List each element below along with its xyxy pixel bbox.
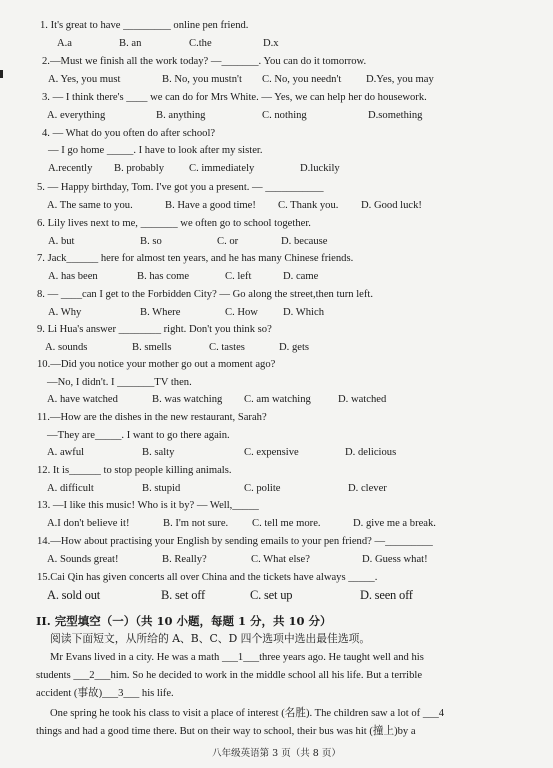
option-a: A. have watched	[47, 394, 118, 405]
option-c: C. tell me more.	[252, 518, 321, 529]
option-a: A. Sounds great!	[47, 554, 119, 565]
question-stem: 2.—Must we finish all the work today? —_______. You can do it tomorrow.	[42, 56, 367, 67]
option-c: C. immediately	[189, 163, 255, 174]
page-footer: 八年级英语第 3 页（共 8 页）	[212, 748, 341, 759]
question-stem: 15.Cai Qin has given concerts all over China and the tickets have always _____.	[37, 572, 378, 583]
option-b: B. I'm not sure.	[163, 518, 229, 529]
option-c: C. expensive	[244, 447, 299, 458]
option-a: A. everything	[47, 110, 106, 121]
option-d: D. came	[283, 271, 319, 282]
option-a: A. Why	[48, 307, 82, 318]
question-stem: 4. — What do you often do after school?	[42, 128, 216, 139]
option-d: D.Yes, you may	[366, 74, 434, 85]
option-b: B. was watching	[152, 394, 223, 405]
option-b: B. Really?	[162, 554, 207, 565]
question-stem: 6. Lily lives next to me, _______ we often go to school together.	[37, 218, 311, 229]
question-stem-line2: —No, I didn't. I _______TV then.	[47, 377, 192, 388]
question-stem: 1. It's great to have _________ online pen friend.	[40, 20, 249, 31]
option-a: A.I don't believe it!	[47, 518, 130, 529]
option-d: D. clever	[348, 483, 387, 494]
option-d: D. watched	[338, 394, 387, 405]
option-a: A.a	[57, 38, 73, 49]
passage-line-4: One spring he took his class to visit a place of interest (名胜). The children saw a lot of ___4	[50, 708, 445, 719]
option-a: A. awful	[47, 447, 85, 458]
passage-line-1: Mr Evans lived in a city. He was a math ___1___three years ago. He taught well and his	[50, 652, 424, 663]
option-b: B. stupid	[142, 483, 181, 494]
option-c: C. polite	[244, 483, 281, 494]
passage-line-2: students ___2___him. So he decided to work in the middle school all his life. But a terrible	[36, 670, 423, 681]
question-stem: 10.—Did you notice your mother go out a moment ago?	[37, 359, 276, 370]
option-c: C. nothing	[262, 110, 307, 121]
option-c: C. Thank you.	[278, 200, 339, 211]
option-b: B. No, you mustn't	[162, 74, 242, 85]
section-instruction: 阅读下面短文，从所给的 A、B、C、D 四个选项中选出最佳选项。	[50, 632, 371, 645]
option-b: B. has come	[137, 271, 190, 282]
option-d: D.luckily	[300, 163, 340, 174]
option-c: C.the	[189, 38, 212, 49]
question-stem: 13. —I like this music! Who is it by? — Well,_____	[37, 500, 259, 511]
option-d: D. delicious	[345, 447, 397, 458]
option-d: D. Good luck!	[361, 200, 422, 211]
question-stem: 9. Li Hua's answer ________ right. Don't you think so?	[37, 324, 272, 335]
option-b: B. so	[140, 236, 162, 247]
option-c: C. What else?	[251, 554, 310, 565]
option-a: A. but	[48, 236, 75, 247]
option-a: A. The same to you.	[47, 200, 133, 211]
option-d: D. Which	[283, 307, 324, 318]
option-b: B. set off	[161, 588, 205, 602]
option-d: D.x	[263, 38, 279, 49]
question-stem: 8. — ____can I get to the Forbidden City? — Go along the street,then turn left.	[37, 289, 373, 300]
option-b: B. anything	[156, 110, 206, 121]
question-stem: 3. — I think there's ____ we can do for Mrs White. — Yes, we can help her do housework.	[42, 92, 427, 103]
option-d: D.something	[368, 110, 423, 121]
question-stem: 12. It is______ to stop people killing animals.	[37, 465, 232, 476]
option-c: C. No, you needn't	[262, 74, 342, 85]
option-c: C. or	[217, 236, 239, 247]
option-c: C. am watching	[244, 394, 311, 405]
option-a: A. Yes, you must	[48, 74, 121, 85]
option-d: D. seen off	[360, 588, 413, 602]
option-a: A. sold out	[47, 588, 101, 602]
question-stem-line2: — I go home _____. I have to look after my sister.	[48, 145, 263, 156]
option-b: B. smells	[132, 342, 172, 353]
question-stem: 7. Jack______ here for almost ten years, and he has many Chinese friends.	[37, 253, 354, 264]
question-stem-line2: —They are_____. I want to go there again.	[47, 430, 230, 441]
option-d: D. gets	[279, 342, 310, 353]
option-b: B. Where	[140, 307, 181, 318]
option-d: D. give me a break.	[353, 518, 436, 529]
scan-mark	[0, 70, 3, 78]
question-stem: 11.—How are the dishes in the new restaurant, Sarah?	[37, 412, 267, 423]
option-d: D. Guess what!	[362, 554, 428, 565]
option-c: C. tastes	[209, 342, 245, 353]
option-b: B. Have a good time!	[165, 200, 256, 211]
question-stem: 5. — Happy birthday, Tom. I've got you a present. — ___________	[37, 182, 324, 193]
option-a: A. sounds	[45, 342, 88, 353]
section-title: II. 完型填空（一）（共 10 小题，每题 1 分，共 10 分）	[36, 614, 332, 628]
option-a: A.recently	[48, 163, 93, 174]
option-b: B. an	[119, 38, 142, 49]
option-d: D. because	[281, 236, 328, 247]
passage-line-5: things and had a good time there. But on their way to school, their bus was hit (撞上)by a	[36, 726, 416, 737]
option-b: B. probably	[114, 163, 165, 174]
option-b: B. salty	[142, 447, 175, 458]
option-c: C. set up	[250, 588, 293, 602]
option-a: A. difficult	[47, 483, 94, 494]
passage-line-3: accident (事故)___3___ his life.	[36, 688, 174, 699]
option-c: C. How	[225, 307, 258, 318]
question-stem: 14.—How about practising your English by sending emails to your pen friend? —_________	[37, 536, 433, 547]
option-c: C. left	[225, 271, 252, 282]
option-a: A. has been	[48, 271, 98, 282]
